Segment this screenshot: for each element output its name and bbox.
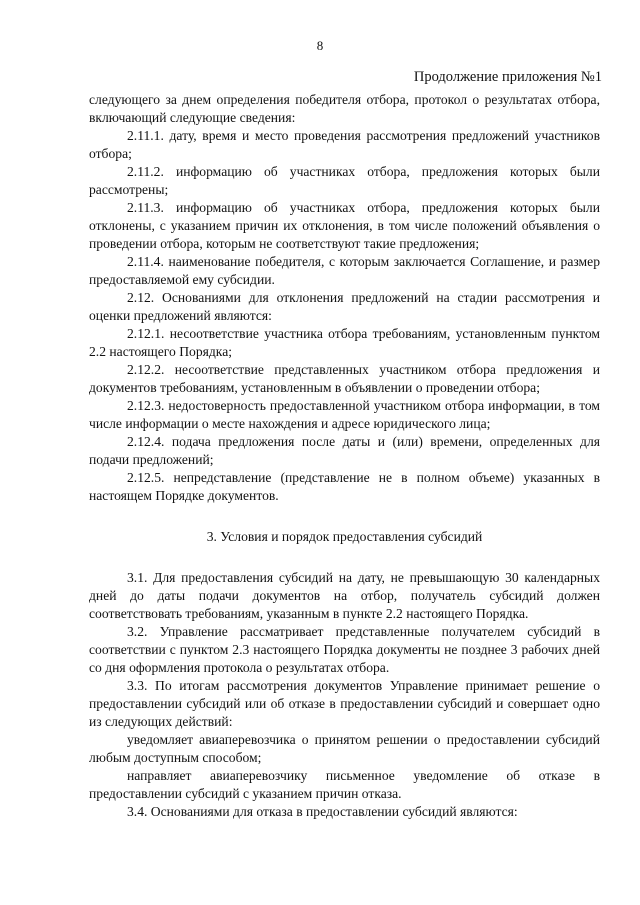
paragraph: 2.12.4. подача предложения после даты и (или) времени, определенных для подачи предложений;: [89, 434, 600, 467]
paragraph: 2.12. Основаниями для отклонения предложений на стадии рассмотрения и оценки предложений являются:: [89, 290, 600, 323]
paragraph: 2.11.4. наименование победителя, с которым заключается Соглашение, и размер предоставляемой ему субсидии.: [89, 254, 600, 287]
paragraph: 2.11.2. информацию об участниках отбора, предложения которых были рассмотрены;: [89, 164, 600, 197]
paragraph: направляет авиаперевозчику письменное уведомление об отказе в предоставлении субсидий с указанием причин отказа.: [89, 768, 600, 801]
section-heading: 3. Условия и порядок предоставления субсидий: [206, 529, 483, 544]
paragraph: 2.11.3. информацию об участниках отбора, предложения которых были отклонены, с указанием причин их отклонения, в том числе положений объявления о проведении отбора, которым не соответствуют такие предложения;: [89, 200, 600, 251]
paragraph: 3.4. Основаниями для отказа в предоставлении субсидий являются:: [127, 804, 518, 819]
paragraph: 2.12.2. несоответствие представленных участником отбора предложения и документов требованиям, установленным в объявлении о проведении отбора;: [89, 362, 600, 395]
page-number: 8: [316, 38, 324, 53]
paragraph: 3.1. Для предоставления субсидий на дату, не превышающую 30 календарных дней до даты подачи документов на отбор, получатель субсидий должен соответствовать требованиям, указанным в пункте 2.2 настоящего Порядка.: [89, 570, 600, 621]
paragraph: 2.12.1. несоответствие участника отбора требованиям, установленным пунктом 2.2 настоящего Порядка;: [89, 326, 600, 359]
appendix-continuation-title: Продолжение приложения №1: [413, 69, 602, 85]
paragraph: 2.12.3. недостоверность предоставленной участником отбора информации, в том числе информации о месте нахождения и адресе юридического лица;: [89, 398, 600, 431]
paragraph: 3.3. По итогам рассмотрения документов Управление принимает решение о предоставлении субсидий или об отказе в предоставлении субсидий и совершает одно из следующих действий:: [89, 678, 600, 729]
paragraph: 3.2. Управление рассматривает представленные получателем субсидий в соответствии с пунктом 2.3 настоящего Порядка документы не позднее 3 рабочих дней со дня оформления протокола о результатах отбора.: [89, 624, 600, 675]
paragraph: 2.12.5. непредставление (представление не в полном объеме) указанных в настоящем Порядке документов.: [89, 470, 600, 503]
paragraph: следующего за днем определения победителя отбора, протокол о результатах отбора, включающий следующие сведения:: [89, 92, 600, 125]
paragraph: 2.11.1. дату, время и место проведения рассмотрения предложений участников отбора;: [89, 128, 600, 161]
document-body: [89, 91, 600, 821]
paragraph: уведомляет авиаперевозчика о принятом решении о предоставлении субсидий любым доступным способом;: [89, 732, 600, 765]
